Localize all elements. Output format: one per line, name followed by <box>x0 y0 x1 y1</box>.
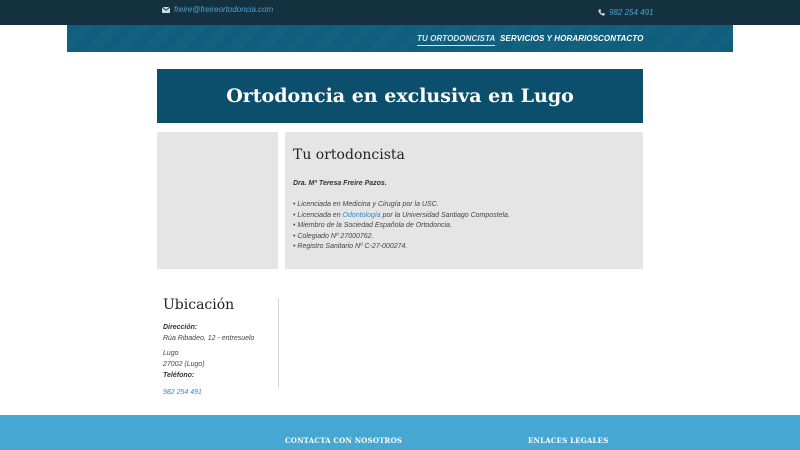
main-nav <box>67 25 733 52</box>
credential-line: • Colegiado Nº 27000762. <box>293 232 374 240</box>
about-heading: Tu ortodoncista <box>293 147 405 163</box>
address-line: Rúa Ribadeo, 12 - entresuelo <box>163 335 255 342</box>
nav-servicios-y-horarios[interactable]: SERVICIOS Y HORARIOS <box>500 34 599 43</box>
address-label: Dirección: <box>163 324 198 331</box>
address-line: Lugo <box>163 350 179 357</box>
location-section <box>163 297 278 399</box>
top-bar <box>0 0 800 25</box>
footer-legal-heading: ENLACES LEGALES <box>528 436 609 445</box>
credential-line: • Licenciada en Medicina y Cirugía por la USC. <box>293 201 439 208</box>
credential-line: • Miembro de la Sociedad Española de Ortodoncia. <box>293 222 452 229</box>
nav-tu-ortodoncista[interactable]: TU ORTODONCISTA <box>417 34 495 46</box>
phone-link[interactable] <box>598 8 654 17</box>
footer-contact-heading: CONTACTA CON NOSOTROS <box>285 436 403 445</box>
location-phone-link[interactable]: 982 254 491 <box>163 389 202 396</box>
doctor-image-placeholder <box>157 132 278 269</box>
hero-banner <box>157 69 643 123</box>
email-link[interactable] <box>162 5 273 14</box>
credential-text: • Licenciada en <box>293 211 343 219</box>
about-panel <box>285 132 643 269</box>
credential-line <box>293 211 635 222</box>
credential-line: • Registro Sanitario Nº C-27-000274. <box>293 243 408 250</box>
address-line: 27002 (Lugo) <box>163 361 205 368</box>
location-heading: Ubicación <box>163 297 235 313</box>
doctor-name: Dra. Mª Teresa Freire Pazos. <box>293 180 387 187</box>
credential-text: por la Universidad Santiago Compostela. <box>380 211 510 219</box>
envelope-icon <box>162 7 170 13</box>
divider <box>278 298 279 388</box>
odontologia-link[interactable]: Odontología <box>342 211 381 219</box>
footer <box>0 415 800 450</box>
nav-contacto[interactable]: CONTACTO <box>598 34 644 43</box>
email-text: freire@freireortodoncia.com <box>174 5 274 14</box>
hero-title: Ortodoncia en exclusiva en Lugo <box>226 85 574 107</box>
phone-label: Teléfono: <box>163 372 195 379</box>
phone-text: 982 254 491 <box>609 8 654 17</box>
phone-icon <box>598 9 605 16</box>
